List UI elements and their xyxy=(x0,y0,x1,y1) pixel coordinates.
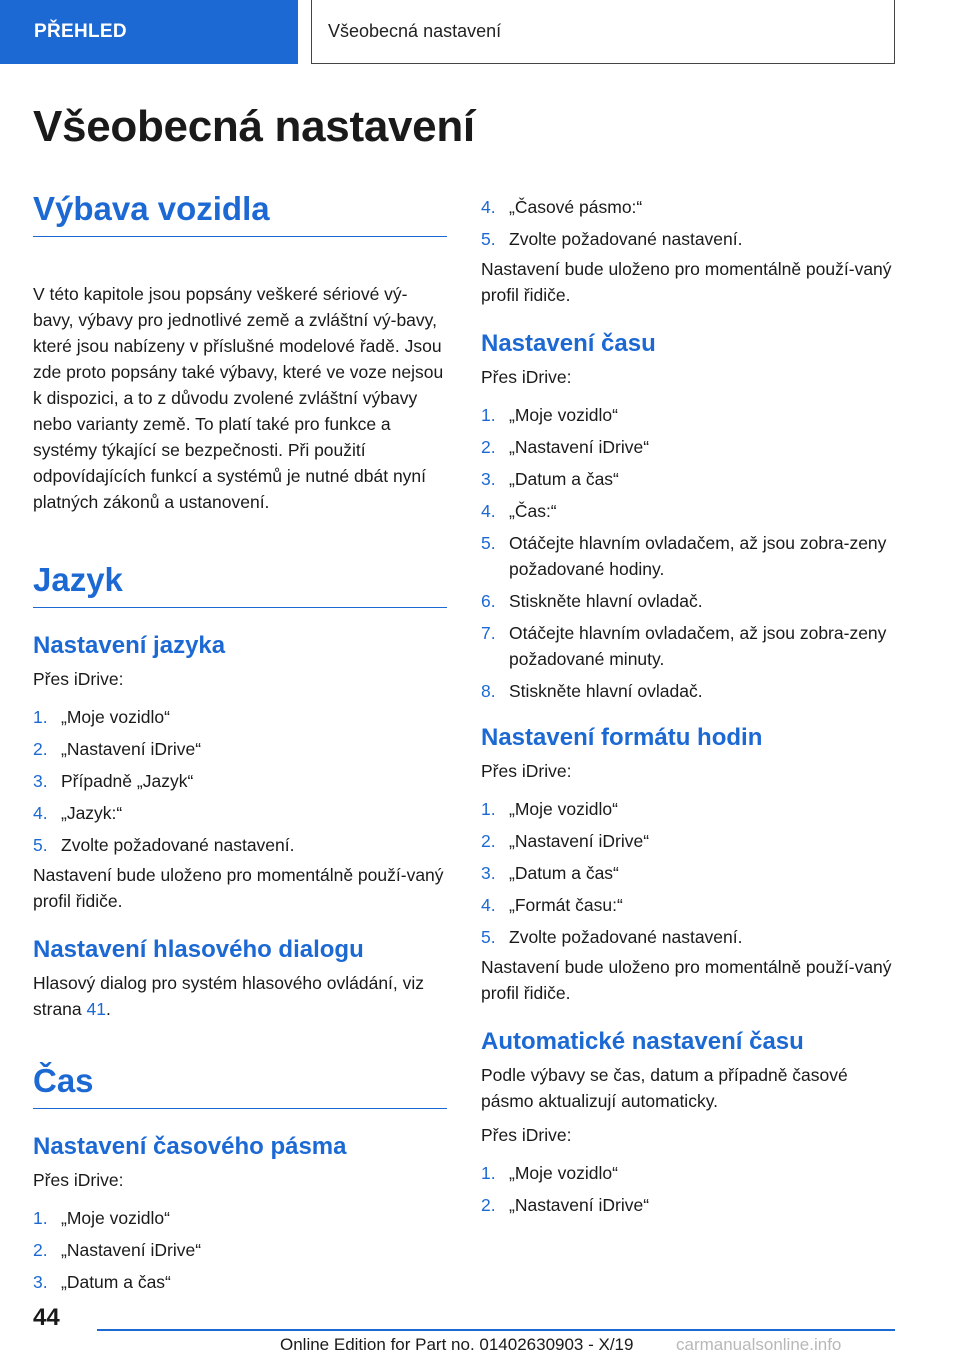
vybava-text: V této kapitole jsou popsány veškeré sériové vý-bavy, výbavy pro jednotlivé země a zvláštní vý-bavy, které jsou nabízeny v příslušné modelové řadě. Jsou zde proto popsány také výbavy, které ve voze nejsou k dispozici, a to z důvodu zvolené zvláštní výbavy nebo varianty země. To platí také pro funkce a systémy týkající se bezpečnosti. Při použití odpovídajících funkcí a systémů je nutné dbát nyní platných zákonů a ustanovení. xyxy=(33,284,444,512)
chapter-jazyk: Jazyk xyxy=(33,561,447,608)
nastaveni-casu-steps xyxy=(481,402,901,704)
list-item: 6. Stiskněte hlavní ovladač. xyxy=(481,591,703,611)
list-item: 5. Zvolte požadované nastavení. xyxy=(33,835,295,855)
chapter-cas: Čas xyxy=(33,1062,447,1109)
list-item: 4. „Časové pásmo:“ xyxy=(481,197,643,217)
page-title: Všeobecná nastavení xyxy=(33,102,475,151)
format-hodin-intro: Přes iDrive: xyxy=(481,761,572,781)
list-item: 5. Zvolte požadované nastavení. xyxy=(481,229,743,249)
breadcrumb: Všeobecná nastavení xyxy=(311,0,895,64)
casove-pasmo-steps-cont xyxy=(481,194,901,252)
list-item: 2. „Nastavení iDrive“ xyxy=(481,437,650,457)
list-item: 8. Stiskněte hlavní ovladač. xyxy=(481,681,703,701)
list-item: 2. „Nastavení iDrive“ xyxy=(33,739,202,759)
nastaveni-casu-intro: Přes iDrive: xyxy=(481,367,572,387)
format-hodin-steps xyxy=(481,796,901,950)
nastaveni-jazyka-note: Nastavení bude uloženo pro momentálně použí-vaný profil řidiče. xyxy=(33,865,444,911)
list-item: 1. „Moje vozidlo“ xyxy=(481,405,618,425)
page-link[interactable]: 41 xyxy=(86,999,106,1019)
footer-divider xyxy=(97,1329,895,1331)
list-item: 2. „Nastavení iDrive“ xyxy=(481,831,650,851)
section-nastaveni-jazyka: Nastavení jazyka xyxy=(33,632,226,659)
list-item: 3. „Datum a čas“ xyxy=(481,469,619,489)
automaticke-intro: Přes iDrive: xyxy=(481,1125,572,1145)
list-item: 7. Otáčejte hlavním ovladačem, až jsou zobra-zeny požadované minuty. xyxy=(481,623,887,669)
casove-pasmo-steps xyxy=(33,1205,447,1295)
section-hlasovy-dialog: Nastavení hlasového dialogu xyxy=(33,936,364,963)
section-nastaveni-casu: Nastavení času xyxy=(481,330,656,357)
section-automaticke-nastaveni: Automatické nastavení času xyxy=(481,1028,804,1055)
list-item: 1. „Moje vozidlo“ xyxy=(33,707,170,727)
nastaveni-jazyka-intro: Přes iDrive: xyxy=(33,669,124,689)
list-item: 4. „Čas:“ xyxy=(481,501,557,521)
list-item: 1. „Moje vozidlo“ xyxy=(481,799,618,819)
casove-pasmo-intro: Přes iDrive: xyxy=(33,1170,124,1190)
list-item: 4. „Jazyk:“ xyxy=(33,803,123,823)
casove-pasmo-note: Nastavení bude uloženo pro momentálně použí-vaný profil řidiče. xyxy=(481,259,892,305)
automaticke-text: Podle výbavy se čas, datum a případně časové pásmo aktualizují automaticky. xyxy=(481,1065,848,1111)
list-item: 3. Případně „Jazyk“ xyxy=(33,771,194,791)
header-tab-prehled[interactable]: PŘEHLED xyxy=(0,0,298,64)
page-number: 44 xyxy=(33,1304,60,1331)
left-column xyxy=(33,190,447,1301)
nastaveni-jazyka-steps xyxy=(33,704,447,858)
list-item: 4. „Formát času:“ xyxy=(481,895,623,915)
automaticke-steps xyxy=(481,1160,901,1218)
list-item: 2. „Nastavení iDrive“ xyxy=(481,1195,650,1215)
list-item: 1. „Moje vozidlo“ xyxy=(481,1163,618,1183)
list-item: 3. „Datum a čas“ xyxy=(33,1272,171,1292)
watermark: carmanualsonline.info xyxy=(676,1335,842,1354)
section-casove-pasmo: Nastavení časového pásma xyxy=(33,1133,347,1160)
format-hodin-note: Nastavení bude uloženo pro momentálně použí-vaný profil řidiče. xyxy=(481,957,892,1003)
chapter-vybava-vozidla: Výbava vozidla xyxy=(33,190,447,237)
footer-edition: Online Edition for Part no. 01402630903 - X/19 xyxy=(280,1335,634,1354)
list-item: 5. Otáčejte hlavním ovladačem, až jsou zobra-zeny požadované hodiny. xyxy=(481,533,887,579)
list-item: 3. „Datum a čas“ xyxy=(481,863,619,883)
list-item: 5. Zvolte požadované nastavení. xyxy=(481,927,743,947)
hlasovy-dialog-text: Hlasový dialog pro systém hlasového ovládání, viz strana 41. xyxy=(33,973,425,1019)
list-item: 1. „Moje vozidlo“ xyxy=(33,1208,170,1228)
list-item: 2. „Nastavení iDrive“ xyxy=(33,1240,202,1260)
right-column xyxy=(481,190,901,1224)
section-format-hodin: Nastavení formátu hodin xyxy=(481,724,763,751)
